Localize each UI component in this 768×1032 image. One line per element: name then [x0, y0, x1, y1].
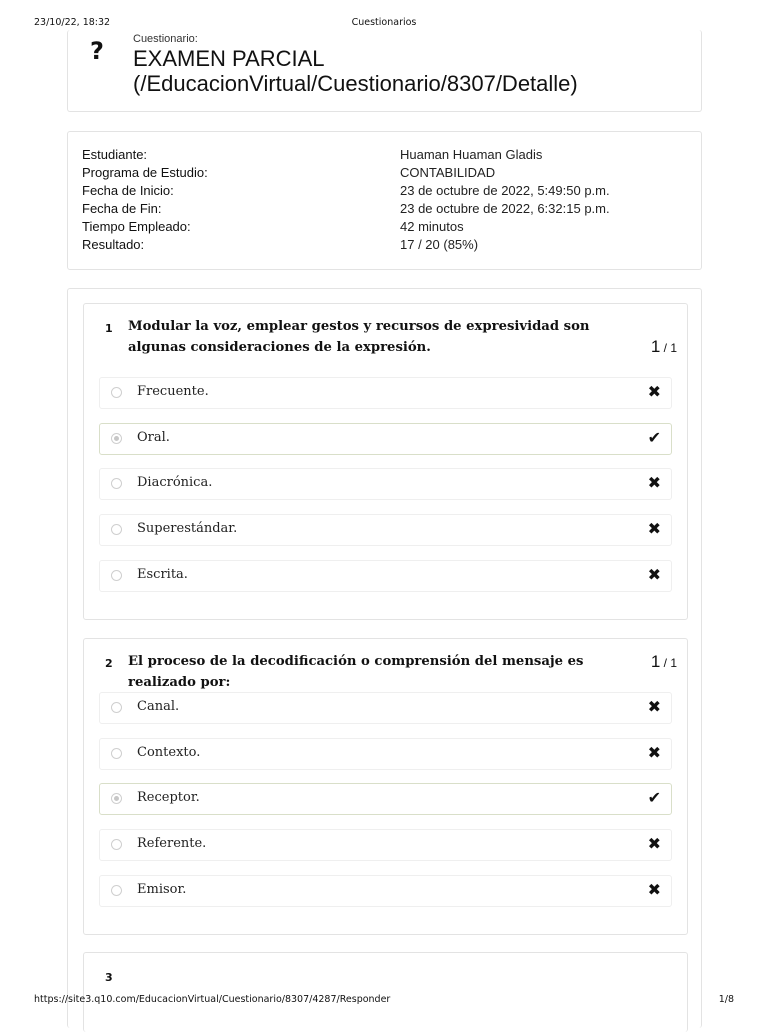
cross-icon: ✖: [647, 473, 661, 492]
option-label: Canal.: [137, 699, 180, 714]
score-value: 1: [650, 652, 661, 671]
question-number: 1: [105, 322, 113, 335]
radio-button-checked[interactable]: [111, 793, 122, 804]
radio-button[interactable]: [111, 570, 122, 581]
info-value-start: 23 de octubre de 2022, 5:49:50 p.m.: [400, 183, 610, 198]
radio-button[interactable]: [111, 478, 122, 489]
option-item[interactable]: [99, 468, 672, 500]
info-value-student: Huaman Huaman Gladis: [400, 147, 543, 162]
cross-icon: ✖: [647, 743, 661, 762]
radio-button[interactable]: [111, 839, 122, 850]
info-label-result: Resultado:: [82, 237, 145, 252]
option-item-selected[interactable]: [99, 783, 672, 815]
print-datetime: 23/10/22, 18:32: [34, 17, 111, 28]
student-info-grid: [82, 146, 687, 254]
option-label: Oral.: [137, 430, 170, 445]
questions-container: [67, 288, 702, 1028]
quiz-title-link[interactable]: EXAMEN PARCIAL (/EducacionVirtual/Cuestionario/8307/Detalle): [133, 46, 578, 96]
score-total: / 1: [660, 341, 677, 355]
question-card-3: [83, 952, 688, 1032]
print-header: [0, 17, 768, 31]
score-total: / 1: [660, 656, 677, 670]
option-item[interactable]: [99, 560, 672, 592]
question-card-2: [83, 638, 688, 935]
option-item[interactable]: [99, 829, 672, 861]
cross-icon: ✖: [647, 382, 661, 401]
check-icon: ✔: [647, 428, 661, 447]
radio-button[interactable]: [111, 885, 122, 896]
question-text: Modular la voz, emplear gestos y recursos de expresividad son algunas consideraciones de la expresión.: [128, 319, 590, 355]
option-label: Referente.: [137, 836, 207, 851]
option-item[interactable]: [99, 692, 672, 724]
info-label-start: Fecha de Inicio:: [82, 183, 174, 198]
option-item[interactable]: [99, 514, 672, 546]
quiz-title-card: [67, 30, 702, 112]
info-label-student: Estudiante:: [82, 147, 148, 162]
question-card-1: [83, 303, 688, 620]
info-label-program: Programa de Estudio:: [82, 165, 208, 180]
option-label: Contexto.: [137, 745, 201, 760]
print-footer: [0, 994, 768, 1008]
radio-button[interactable]: [111, 387, 122, 398]
option-label: Escrita.: [137, 567, 188, 582]
option-label: Superestándar.: [137, 521, 238, 536]
student-info-card: [67, 131, 702, 270]
cross-icon: ✖: [647, 880, 661, 899]
info-value-end: 23 de octubre de 2022, 6:32:15 p.m.: [400, 201, 610, 216]
info-value-result: 17 / 20 (85%): [400, 237, 479, 252]
info-value-program: CONTABILIDAD: [400, 165, 496, 180]
question-score: [651, 337, 677, 357]
radio-button[interactable]: [111, 702, 122, 713]
option-item[interactable]: [99, 377, 672, 409]
info-label-time: Tiempo Empleado:: [82, 219, 191, 234]
question-number: 2: [105, 657, 113, 670]
info-value-time: 42 minutos: [400, 219, 464, 234]
check-icon: ✔: [647, 788, 661, 807]
option-label: Receptor.: [137, 790, 200, 805]
option-item-selected[interactable]: [99, 423, 672, 455]
option-label: Frecuente.: [137, 384, 209, 399]
info-label-end: Fecha de Fin:: [82, 201, 162, 216]
question-number: 3: [105, 971, 113, 984]
quiz-subtitle: Cuestionario:: [133, 33, 198, 45]
score-value: 1: [650, 337, 661, 356]
question-mark-icon: ?: [90, 37, 104, 65]
radio-button-checked[interactable]: [111, 433, 122, 444]
cross-icon: ✖: [647, 834, 661, 853]
question-text: El proceso de la decodificación o comprensión del mensaje es realizado por:: [128, 654, 584, 690]
print-url: https://site3.q10.com/EducacionVirtual/Cuestionario/8307/4287/Responder: [34, 994, 391, 1005]
question-score: [651, 652, 677, 672]
print-page-number: 1/8: [718, 994, 734, 1005]
option-item[interactable]: [99, 875, 672, 907]
radio-button[interactable]: [111, 748, 122, 759]
radio-button[interactable]: [111, 524, 122, 535]
print-page-title: Cuestionarios: [351, 17, 417, 28]
cross-icon: ✖: [647, 519, 661, 538]
option-label: Diacrónica.: [137, 475, 213, 490]
cross-icon: ✖: [647, 565, 661, 584]
cross-icon: ✖: [647, 697, 661, 716]
option-item[interactable]: [99, 738, 672, 770]
option-label: Emisor.: [137, 882, 187, 897]
